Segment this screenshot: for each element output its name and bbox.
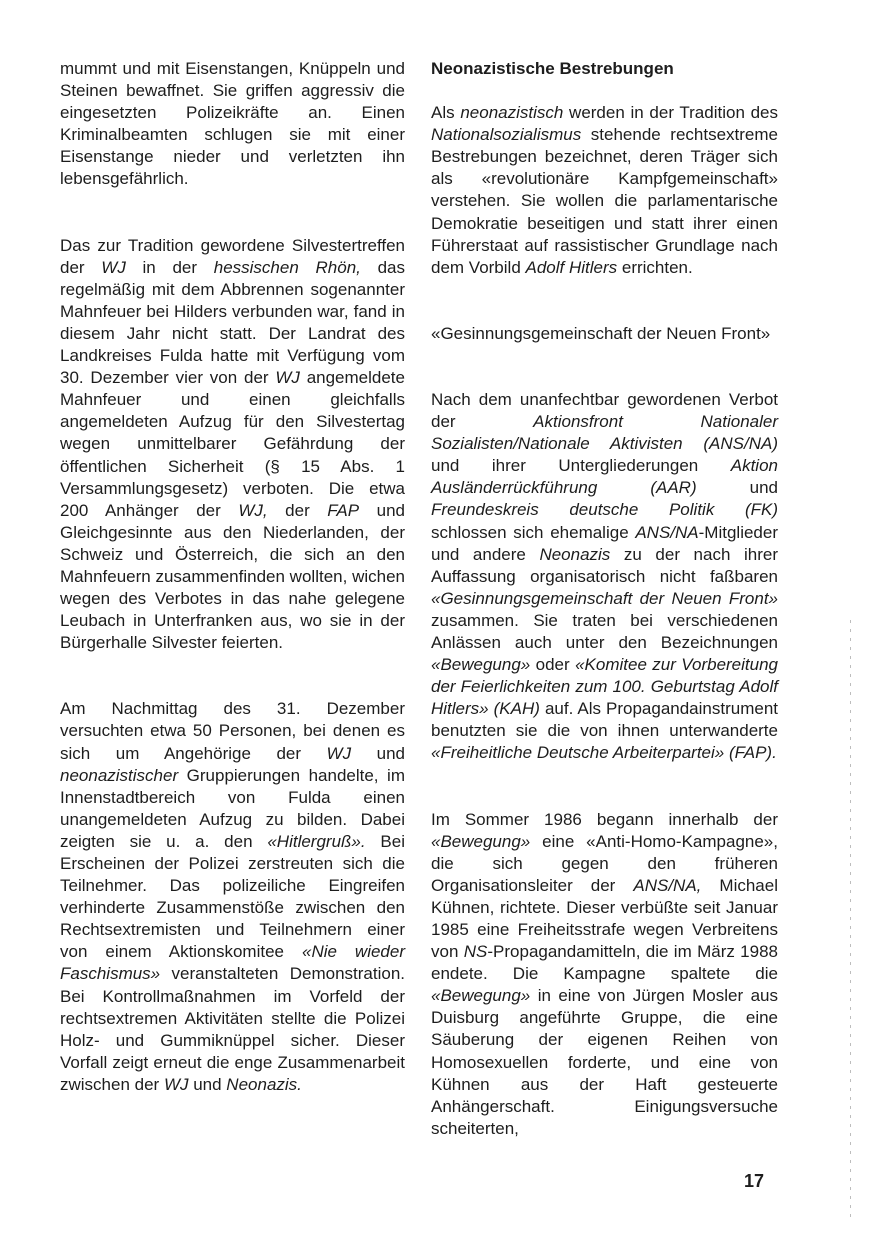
text-run: Als [431, 103, 461, 123]
text-run: Das zur Tradition gewordene Silvestertreffen der [60, 235, 405, 277]
italic-text-run: WJ, [238, 500, 268, 520]
text-run: oder [530, 655, 576, 675]
italic-text-run: Adolf Hitlers [525, 257, 618, 277]
text-run: und ihrer Untergliederungen [431, 456, 731, 476]
text-run: stehende rechtsextreme Bestrebungen bezeichnet, deren Träger sich als «revolutionäre Kampfgemeinschaft» verstehen. Sie wollen die parlamentarische Demokratie beseitigen und statt ihrer einen Führerstaat auf rassistischer Grundlage nach dem Vorbild [431, 125, 778, 277]
left-column [60, 58, 405, 1118]
text-run: veranstalteten Demonstration. Bei Kontrollmaßnahmen im Vorfeld der rechtsextremen Aktivitäten stellte die Polizei Holz- und Gummiknüppel sicher. Dieser Vorfall zeigt erneut die enge Zusammenarbeit zwischen der [60, 964, 405, 1094]
italic-text-run: WJ [163, 1074, 189, 1094]
italic-text-run: WJ [101, 257, 126, 277]
italic-text-run: Freundeskreis deutsche Politik (FK) [431, 500, 778, 520]
italic-text-run: «Bewegung» [431, 655, 531, 675]
text-run: auf. Als Propagandainstrument benutzten sie die von ihnen unterwanderte [431, 699, 779, 741]
italic-text-run: neonazistischer [60, 765, 179, 785]
right-column [431, 58, 778, 1162]
text-run: und Gleichgesinnte aus den Niederlanden, der Schweiz und Österreich, die sich an den Mahnfeuern zusammenfinden wollten, wichen wegen des Verbotes in das nahe gelegene Leubach in Unterfranken aus, wo sie in der Bürgerhalle Silvester feierten. [60, 500, 405, 653]
text-run: zusammen. Sie traten bei verschiedenen Anlässen auch unter den Bezeichnungen [431, 610, 778, 652]
italic-text-run: ANS/NA [635, 522, 699, 542]
paragraph-right-3 [431, 809, 778, 1140]
text-run: zu der nach ihrer Auffassung organisatorisch nicht faßbaren [431, 544, 778, 586]
italic-text-run: WJ [275, 368, 300, 388]
text-run: -Propagandamitteln, die im März 1988 endete. Die Kampagne spaltete die [431, 942, 779, 984]
text-run: Am Nachmittag des 31. Dezember versuchten etwa 50 Personen, bei denen es sich um Angehörige der [60, 699, 405, 763]
italic-text-run: Nationalsozialismus [431, 125, 582, 145]
italic-text-run: NS [463, 942, 488, 962]
italic-text-run: ANS/NA, [633, 875, 702, 895]
text-run: Michael Kühnen, richtete. Dieser verbüßte seit Januar 1985 eine Freiheitsstrafe wegen Verbreitens von [431, 875, 778, 962]
text-run: Nach dem unanfechtbar gewordenen Verbot der [431, 389, 778, 432]
italic-text-run: hessischen Rhön, [213, 257, 361, 277]
text-run: in eine von Jürgen Mosler aus Duisburg angeführte Gruppe, die eine Säuberung der eigenen Reihen von Homosexuellen forderte, und eine von Kühnen aus der Haft gesteuerte Anhängerschaft. Einigungsversuche scheiterten, [431, 986, 778, 1138]
text-run: der [267, 500, 328, 520]
subsection-heading: «Gesinnungsgemeinschaft der Neuen Front» [431, 323, 771, 343]
text-run: Gruppierungen handelte, im Innenstadtbereich von Fulda einen unangemeldeten Aufzug zu bilden. Dabei zeigten sie u. a. den [60, 765, 405, 851]
text-run: eine «Anti-Homo-Kampagne», die sich gegen den früheren Organisationsleiter der [431, 831, 778, 895]
text-run: mummt und mit Eisenstangen, Knüppeln und Steinen bewaffnet. Sie griffen aggressiv die eingesetzten Polizeikräfte an. Einen Kriminalbeamten schlugen sie mit einer Eisenstange nieder und verletzten ihn lebensgefährlich. [60, 59, 405, 189]
italic-text-run: «Bewegung» [431, 831, 531, 851]
italic-text-run: Neonazis [539, 544, 611, 564]
italic-text-run: «Bewegung» [431, 986, 531, 1006]
text-run: und [188, 1074, 227, 1094]
text-run: das regelmäßig mit dem Abbrennen sogenannter Mahnfeuer bei Hilders verbunden war, fand in diesem Jahr nicht statt. Der Landrat des Landkreises Fulda hatte mit Verfügung vom 30. Dezember vier von der [60, 257, 405, 388]
paragraph-left-2 [60, 235, 405, 655]
text-run: Bei Erscheinen der Polizei zerstreuten sich die Teilnehmer. Das polizeiliche Eingreifen verhinderte Zusammenstöße zwischen den Rechtsextremisten und Teilnehmern einer von einem Aktionskomitee [60, 831, 405, 962]
italic-text-run: «Komitee zur Vorbereitung der Feierlichkeiten zum 100. Geburtstag Adolf Hitlers» (KAH) [431, 655, 778, 719]
italic-text-run: neonazistisch [460, 103, 564, 123]
italic-text-run: Neonazis. [226, 1074, 302, 1094]
text-run: errichten. [617, 257, 693, 277]
text-run: schlossen sich ehemalige [431, 522, 636, 542]
text-run: Im Sommer 1986 begann innerhalb der [431, 809, 778, 829]
text-run: und [351, 743, 405, 763]
italic-text-run: Aktionsfront Nationaler Sozialisten/Nationale Aktivisten (ANS/NA) [431, 412, 778, 454]
italic-text-run: «Nie wieder Faschismus» [60, 942, 406, 984]
italic-text-run: «Gesinnungsgemeinschaft der Neuen Front» [431, 588, 778, 608]
text-run: angemeldete Mahnfeuer und einen gleichfalls angemeldeten Aufzug für den Silvestertag wegen unmittelbarer Gefährdung der öffentlichen Sicherheit (§ 15 Abs. 1 Versammlungsgesetz) verboten. Die etwa 200 Anhänger der [60, 368, 405, 520]
paragraph-right-1 [431, 102, 778, 279]
paragraph-left-1 [60, 58, 405, 191]
text-run: in der [125, 257, 214, 277]
paragraph-right-2 [431, 389, 778, 765]
italic-text-run: «Hitlergruß». [267, 831, 366, 851]
paragraph-left-3 [60, 698, 405, 1096]
text-run: und [696, 478, 779, 498]
text-run: werden in der Tradition des [563, 103, 778, 123]
italic-text-run: «Freiheitliche Deutsche Arbeiterpartei» (FAP). [431, 743, 777, 763]
italic-text-run: Aktion Ausländerrückführung (AAR) [431, 456, 778, 498]
italic-text-run: FAP [327, 500, 360, 520]
page-number: 17 [744, 1171, 765, 1191]
text-run: -Mitglieder und andere [431, 522, 778, 564]
scan-edge-line [850, 620, 851, 1220]
italic-text-run: WJ [326, 743, 352, 763]
section-heading: Neonazistische Bestrebungen [431, 59, 674, 78]
